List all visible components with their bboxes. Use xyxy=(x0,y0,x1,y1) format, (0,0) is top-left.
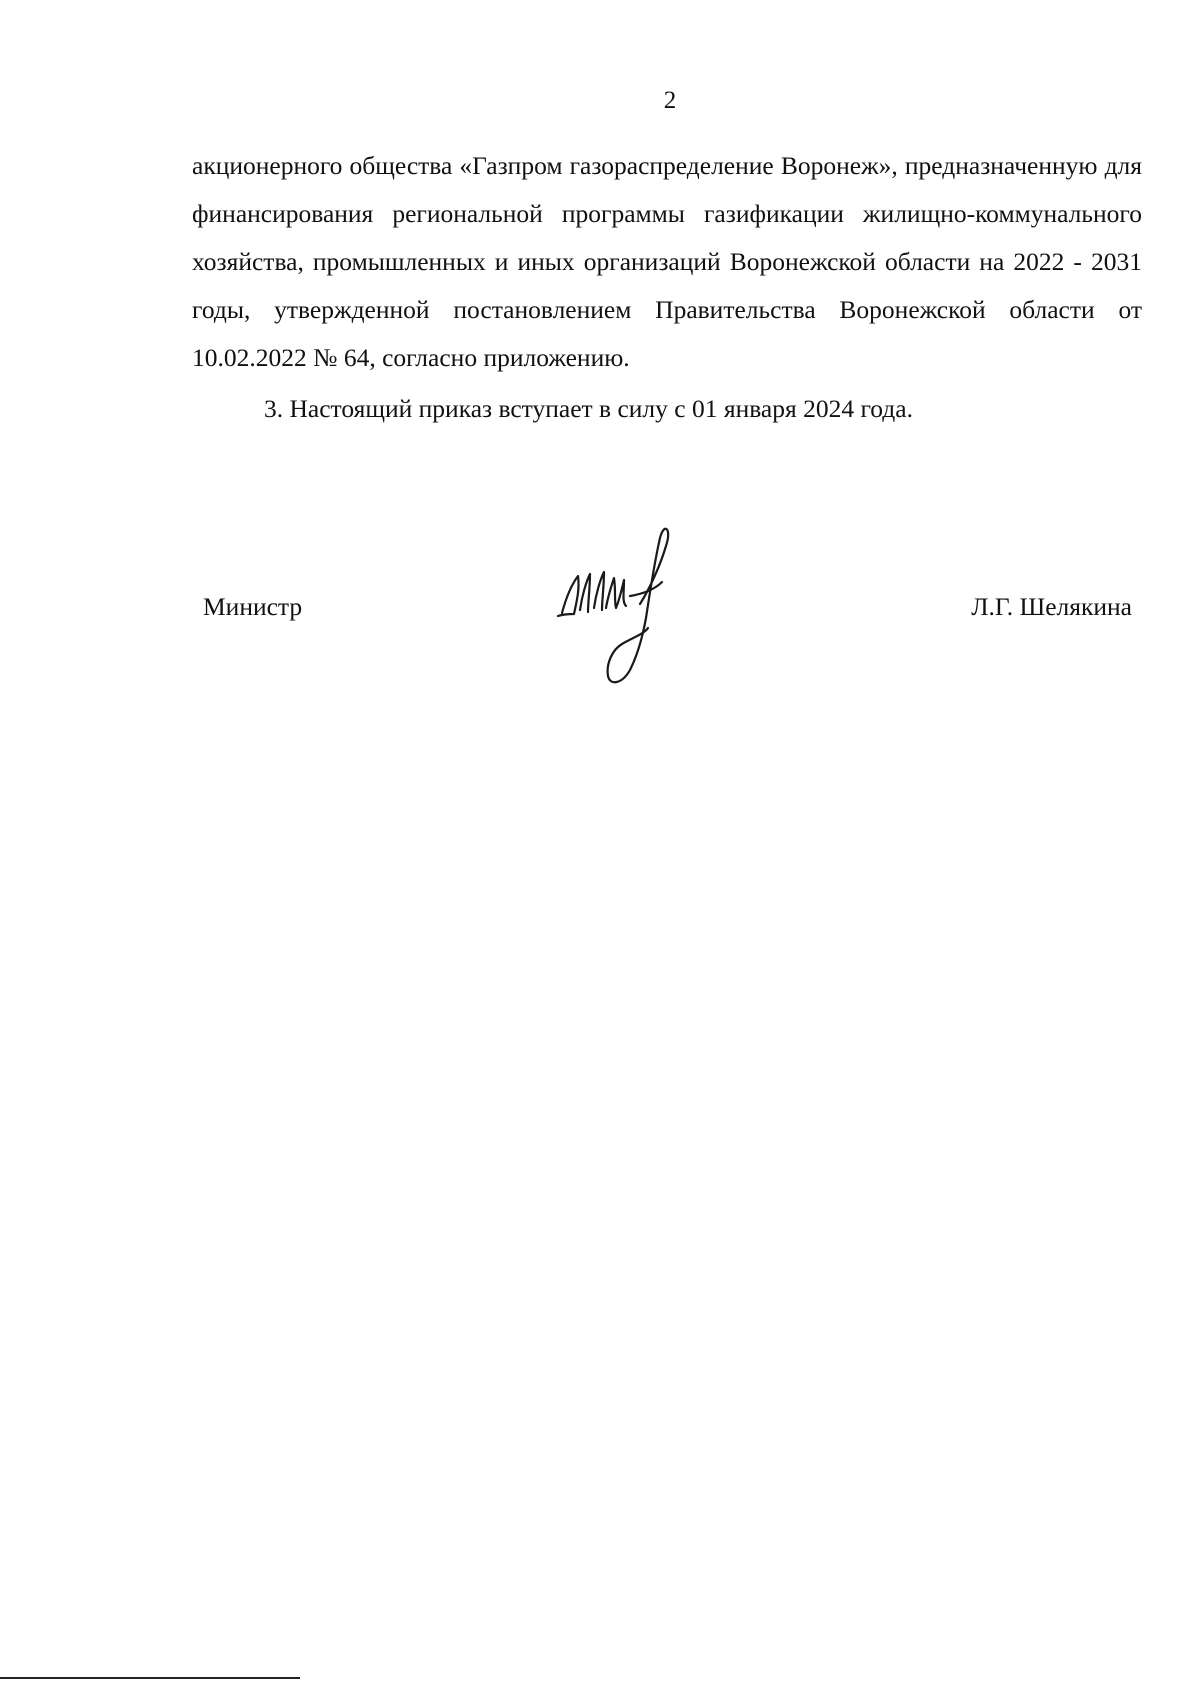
paragraph-effective-date: 3. Настоящий приказ вступает в силу с 01 января 2024 года. xyxy=(264,394,913,423)
document-body xyxy=(192,142,1142,433)
handwritten-signature xyxy=(550,518,710,693)
signatory-name: Л.Г. Шелякина xyxy=(971,592,1132,621)
signatory-position: Министр xyxy=(203,592,303,621)
page-number: 2 xyxy=(663,87,677,114)
scan-edge-line xyxy=(0,1677,300,1679)
paragraph-continuation: акционерного общества «Газпром газораспределение Воронеж», предназначенную для финансирования региональной программы газификации жилищно-коммунального хозяйства, промышленных и иных организаций Воронежской области на 2022 - 2031 годы, утвержденной постановлением Правительства Воронежской области от 10.02.2022 № 64, согласно приложению. xyxy=(192,151,1142,372)
